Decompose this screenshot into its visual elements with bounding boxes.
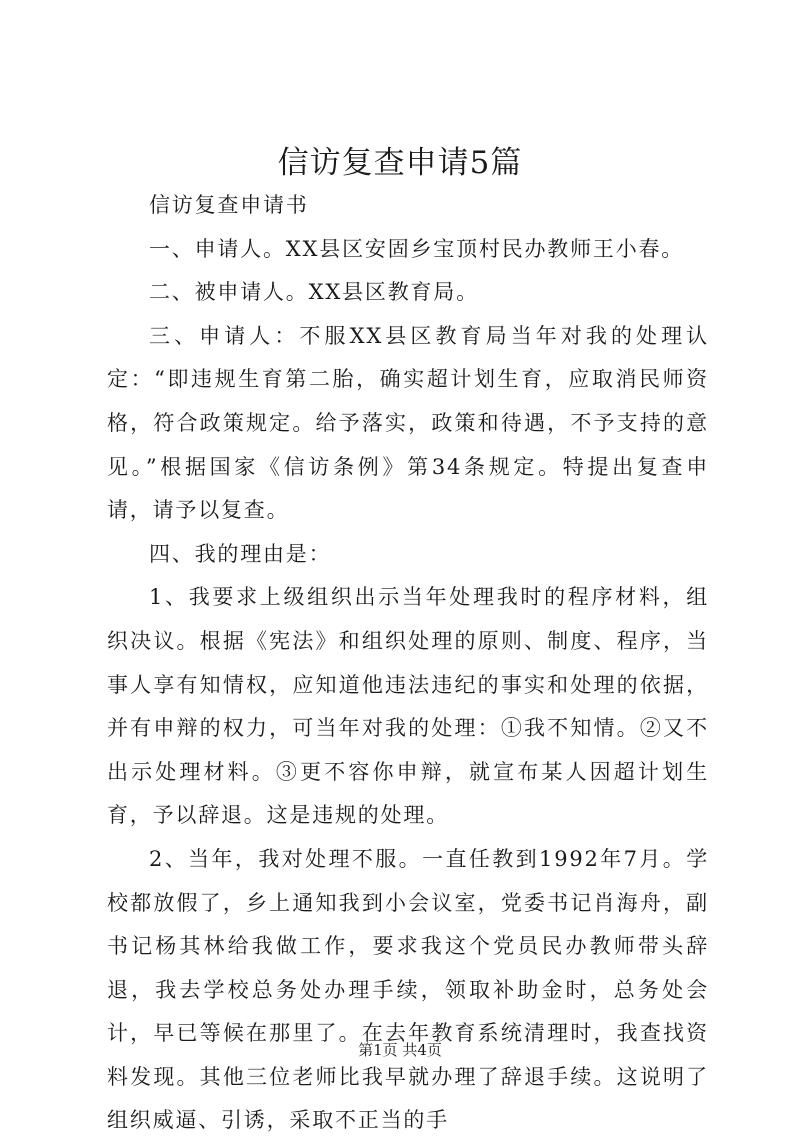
page-number: 第1页 共4页	[358, 1041, 442, 1059]
paragraph-respondent: 二、被申请人。XX县区教育局。	[149, 280, 479, 305]
document-title: 信访复查申请5篇	[277, 145, 523, 181]
paragraph-heading: 信访复查申请书	[149, 193, 309, 217]
paragraph-reason-1: 1、我要求上级组织出示当年处理我时的程序材料，组织决议。根据《宪法》和组织处理的原则、制度、程序，当事人享有知情权，应知道他违法违纪的事实和处理的依据，并有申辩的权力，可当年对我的处理：①我不知情。②又不出示处理材料。③更不容你申辩，就宣布某人因超计划生育，予以辞退。这是违规的处理。	[107, 585, 709, 828]
paragraph-reason-2: 2、当年，我对处理不服。一直任教到1992年7月。学校都放假了，乡上通知我到小会议室，党委书记肖海舟，副书记杨其林给我做工作，要求我这个党员民办教师带头辞退，我去学校总务处办理手续，领取补助金时，总务处会计，早已等候在那里了。在去年教育系统清理时，我查找资料发现。其他三位老师比我早就办理了辞退手续。这说明了组织威逼、引诱，采取不正当的手	[107, 846, 709, 1133]
paragraph-applicant: 一、申请人。XX县区安固乡宝顶村民办教师王小春。	[149, 236, 685, 261]
paragraph-reasons-heading: 四、我的理由是：	[149, 541, 332, 566]
document-body	[107, 184, 709, 1143]
paragraph-request: 三、申请人：不服XX县区教育局当年对我的处理认定：“即违规生育第二胎，确实超计划生育，应取消民师资格，符合政策规定。给予落实，政策和待遇，不予支持的意见。”根据国家《信访条例》第34条规定。特提出复查申请，请予以复查。	[107, 323, 709, 523]
